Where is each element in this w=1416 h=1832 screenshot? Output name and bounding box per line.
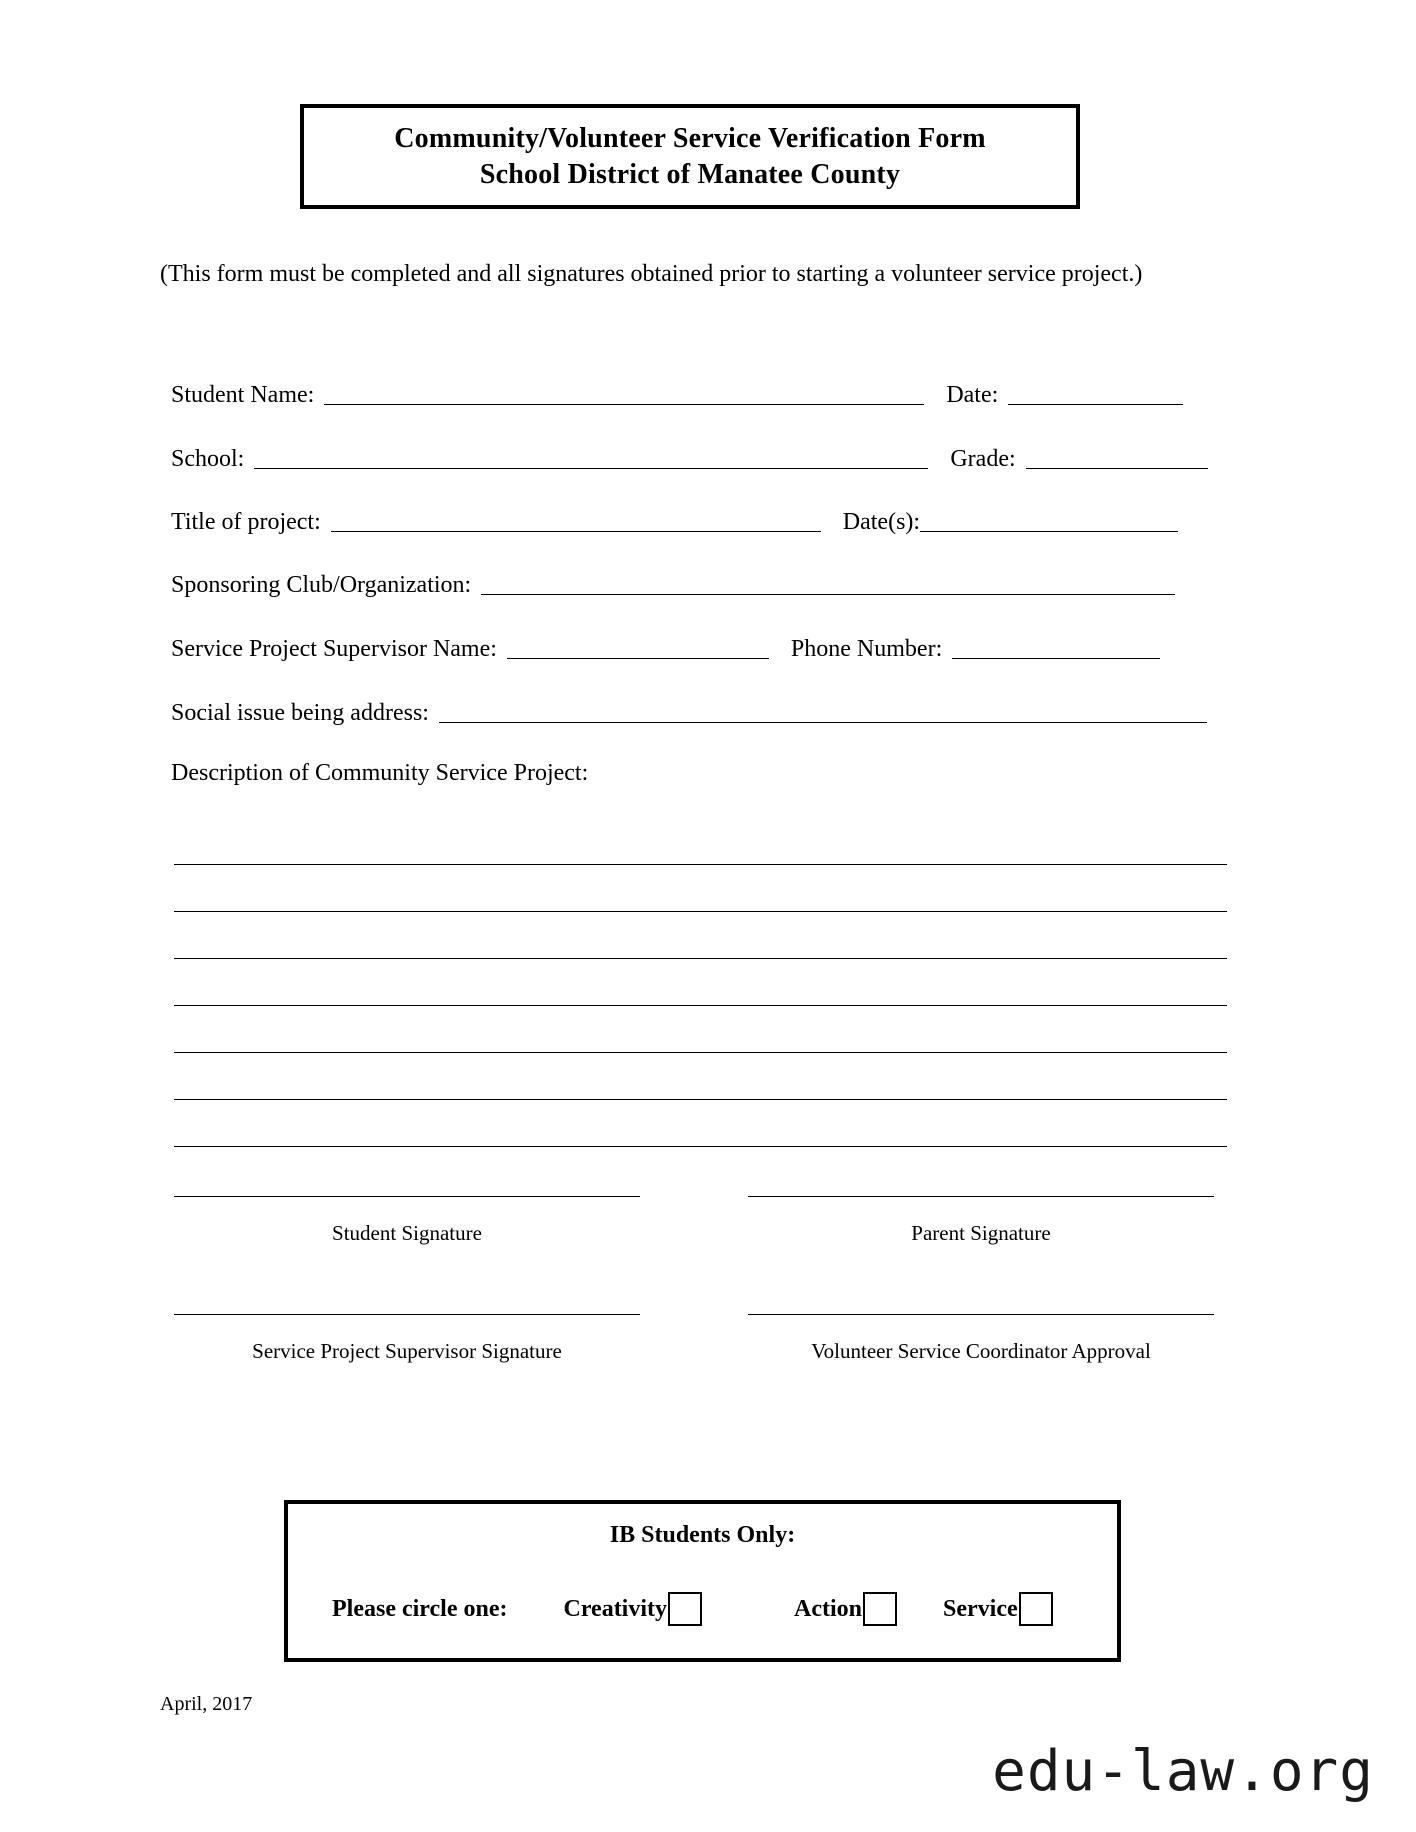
label-sponsoring-club: Sponsoring Club/Organization: <box>171 572 472 598</box>
caption-parent-signature: Parent Signature <box>911 1221 1051 1245</box>
ib-option-action[interactable] <box>794 1592 897 1626</box>
footer-date: April, 2017 <box>160 1693 253 1715</box>
label-description: Description of Community Service Project: <box>171 760 589 786</box>
input-description-line[interactable] <box>174 865 1227 912</box>
input-date[interactable] <box>1008 404 1183 405</box>
signature-parent <box>748 1196 1214 1246</box>
input-sponsoring-club[interactable] <box>481 594 1175 595</box>
label-school: School: <box>171 446 245 472</box>
input-social-issue[interactable] <box>439 722 1207 723</box>
page-subtitle: School District of Manatee County <box>479 158 901 190</box>
caption-supervisor-signature: Service Project Supervisor Signature <box>252 1339 562 1363</box>
checkbox-creativity[interactable] <box>668 1592 702 1626</box>
label-title-of-project: Title of project: <box>171 509 321 535</box>
ib-options-row <box>332 1592 1099 1626</box>
row-supervisor-phone <box>171 634 1226 664</box>
input-school[interactable] <box>254 468 928 469</box>
input-dates[interactable] <box>920 531 1178 532</box>
label-supervisor-name: Service Project Supervisor Name: <box>171 636 497 662</box>
intro-paragraph: (This form must be completed and all signatures obtained prior to starting a volunteer service project.) <box>160 261 1143 287</box>
row-social-issue <box>171 698 1226 728</box>
form-title-box <box>300 104 1080 209</box>
input-coordinator-signature[interactable] <box>748 1314 1214 1315</box>
label-dates: Date(s): <box>842 509 921 535</box>
input-student-name[interactable] <box>324 404 924 405</box>
label-student-name: Student Name: <box>171 382 315 408</box>
caption-student-signature: Student Signature <box>332 1221 482 1245</box>
input-supervisor-signature[interactable] <box>174 1314 640 1315</box>
ib-heading: IB Students Only: <box>609 1522 796 1548</box>
input-grade[interactable] <box>1026 468 1208 469</box>
label-grade: Grade: <box>950 446 1016 472</box>
signature-coordinator <box>748 1314 1214 1364</box>
row-student-name-date <box>171 380 1226 410</box>
row-sponsoring-club <box>171 570 1226 600</box>
input-title-of-project[interactable] <box>331 531 821 532</box>
watermark: edu-law.org <box>992 1739 1374 1804</box>
row-school-grade <box>171 444 1226 474</box>
input-description-line[interactable] <box>174 1100 1227 1147</box>
input-description-line[interactable] <box>174 1006 1227 1053</box>
input-student-signature[interactable] <box>174 1196 640 1197</box>
label-phone-number: Phone Number: <box>790 636 943 662</box>
ib-prompt: Please circle one: <box>332 1595 508 1622</box>
input-description-line[interactable] <box>174 818 1227 865</box>
ib-option-action-label: Action <box>794 1595 863 1622</box>
description-lines <box>174 818 1227 1147</box>
checkbox-service[interactable] <box>1019 1592 1053 1626</box>
row-project-title-dates <box>171 507 1226 537</box>
input-description-line[interactable] <box>174 959 1227 1006</box>
ib-students-box <box>284 1500 1121 1662</box>
ib-option-creativity[interactable] <box>563 1592 702 1626</box>
input-parent-signature[interactable] <box>748 1196 1214 1197</box>
label-social-issue: Social issue being address: <box>171 700 429 726</box>
input-description-line[interactable] <box>174 1053 1227 1100</box>
caption-coordinator-approval: Volunteer Service Coordinator Approval <box>811 1339 1151 1363</box>
page-title: Community/Volunteer Service Verification Form <box>394 122 986 154</box>
signature-supervisor <box>174 1314 640 1364</box>
ib-option-creativity-label: Creativity <box>563 1595 668 1622</box>
ib-option-service[interactable] <box>943 1592 1053 1626</box>
input-supervisor-name[interactable] <box>507 658 769 659</box>
input-phone-number[interactable] <box>952 658 1160 659</box>
ib-option-service-label: Service <box>943 1595 1018 1622</box>
input-description-line[interactable] <box>174 912 1227 959</box>
checkbox-action[interactable] <box>863 1592 897 1626</box>
signature-student <box>174 1196 640 1246</box>
label-date: Date: <box>946 382 999 408</box>
